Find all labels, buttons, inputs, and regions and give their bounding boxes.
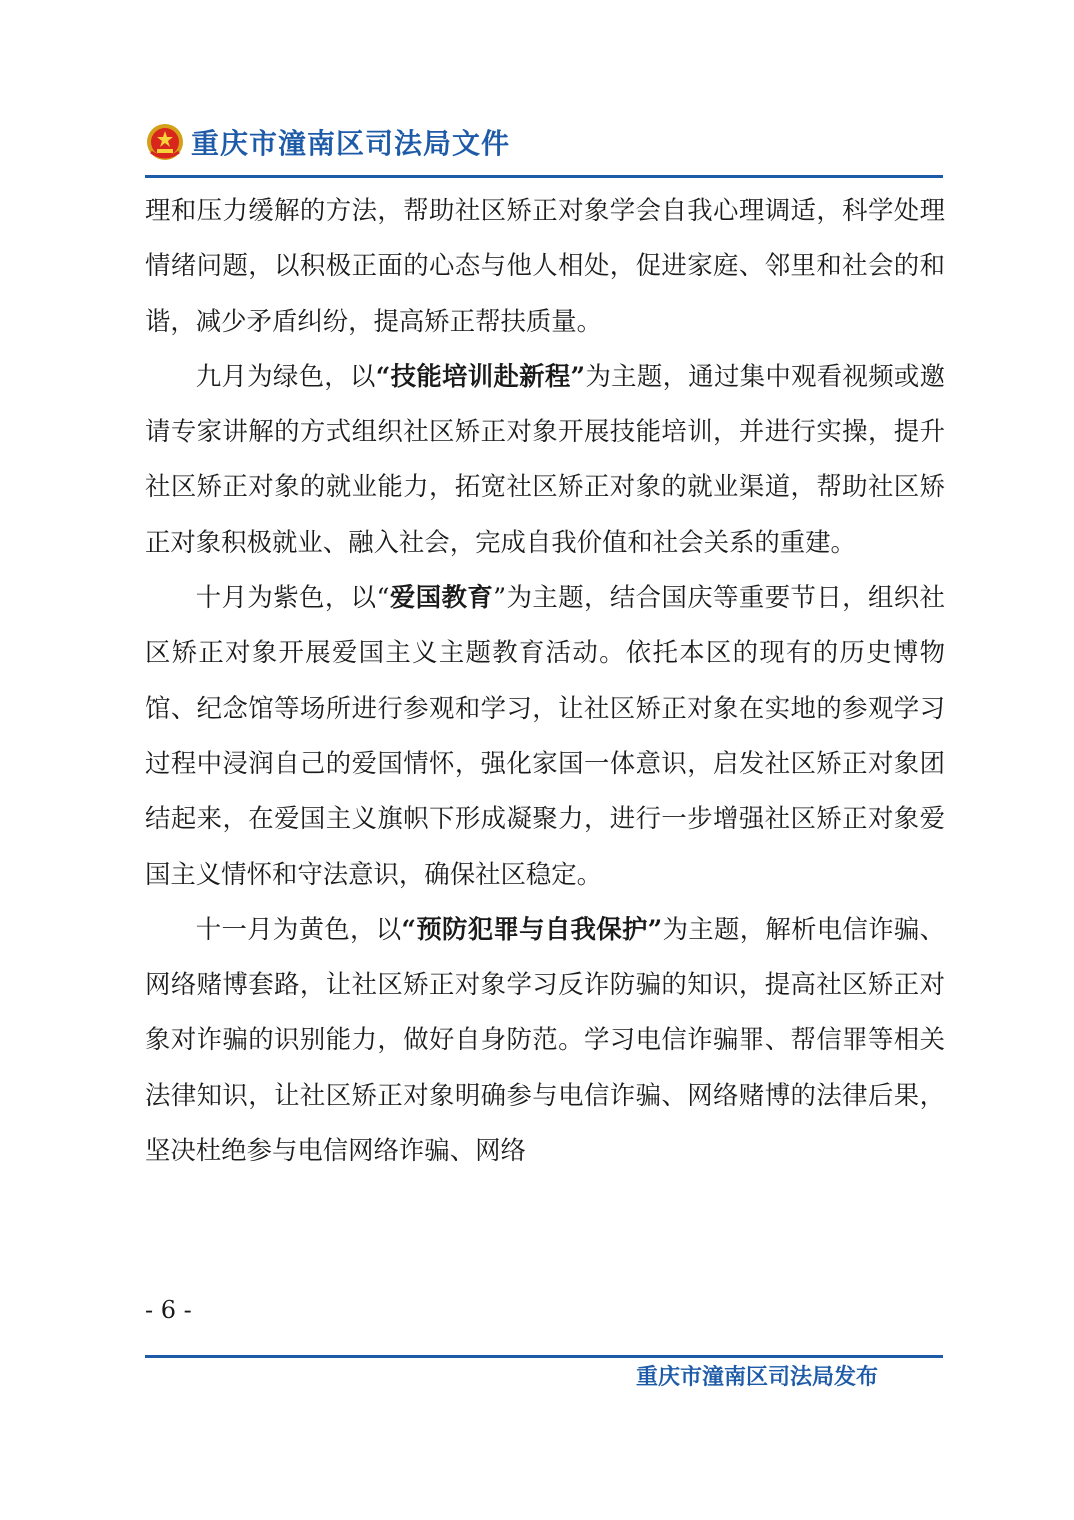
footer-publisher: 重庆市潼南区司法局发布 <box>635 1365 878 1390</box>
body-paragraph <box>145 349 945 570</box>
body-paragraph <box>145 902 945 1178</box>
paragraph-theme: “技能培训赴新程” <box>375 360 586 391</box>
national-emblem-icon <box>145 122 185 162</box>
document-header <box>145 120 945 170</box>
paragraph-text: 九月为绿色，以 <box>195 360 376 391</box>
paragraph-text: 十月为紫色，以“ <box>195 582 390 613</box>
paragraph-text: 为主题，通过集中观看视频或邀请专家讲解的方式组织社区矫正对象开展技能培训，并进行实操，提升社区矫正对象的就业能力，拓宽社区矫正对象的就业渠道，帮助社区矫正对象积极就业、融入社会，完成自我价值和社会关系的重建。 <box>145 360 946 557</box>
document-body <box>145 183 945 1178</box>
header-divider <box>145 175 943 178</box>
footer-divider <box>145 1355 943 1358</box>
body-paragraph <box>145 570 945 902</box>
paragraph-text: 为主题，解析电信诈骗、网络赌博套路，让社区矫正对象学习反诈防骗的知识，提高社区矫正对象对诈骗的识别能力，做好自身防范。学习电信诈骗罪、帮信罪等相关法律知识，让社区矫正对象明确参与电信诈骗、网络赌博的法律后果，坚决杜绝参与电信网络诈骗、网络 <box>145 913 946 1166</box>
document-header-title: 重庆市潼南区司法局文件 <box>191 127 511 160</box>
paragraph-text: 理和压力缓解的方法，帮助社区矫正对象学会自我心理调适，科学处理情绪问题，以积极正面的心态与他人相处，促进家庭、邻里和社会的和谐，减少矛盾纠纷，提高矫正帮扶质量。 <box>145 195 945 336</box>
paragraph-text: ”为主题，结合国庆等重要节日，组织社区矫正对象开展爱国主义主题教育活动。依托本区的现有的历史博物馆、纪念馆等场所进行参观和学习，让社区矫正对象在实地的参观学习过程中浸润自己的爱国情怀，强化家国一体意识，启发社区矫正对象团结起来，在爱国主义旗帜下形成凝聚力，进行一步增强社区矫正对象爱国主义情怀和守法意识，确保社区稳定。 <box>145 582 946 889</box>
paragraph-theme: “预防犯罪与自我保护” <box>401 913 663 944</box>
paragraph-text: 十一月为黄色，以 <box>195 913 402 944</box>
paragraph-theme: 爱国教育 <box>389 582 494 613</box>
page-number: - 6 - <box>145 1296 192 1324</box>
body-paragraph <box>145 183 945 349</box>
